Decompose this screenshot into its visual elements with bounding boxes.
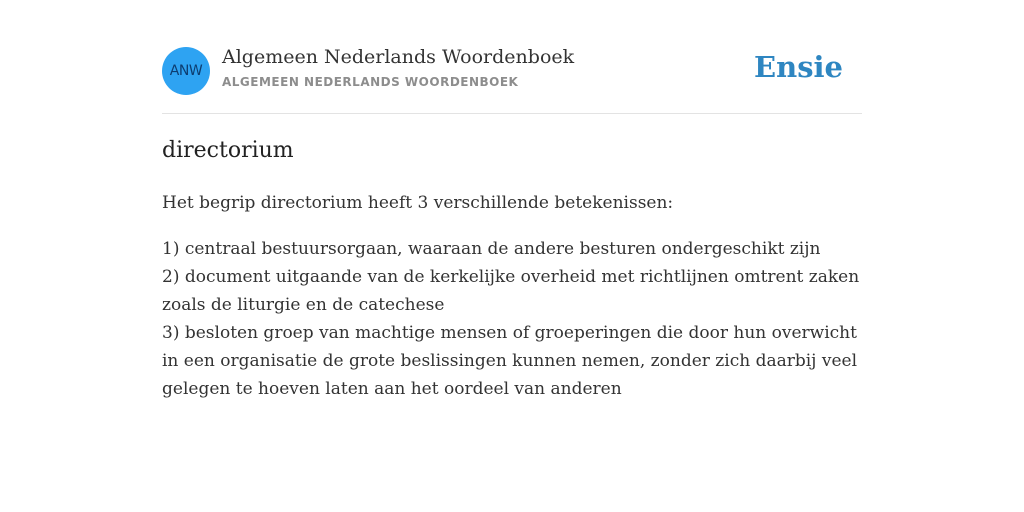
- logo-text: ANW: [169, 63, 203, 79]
- source-header: [162, 44, 862, 114]
- meaning-item: 2) document uitgaande van de kerkelijke overheid met richtlijnen omtrent zaken zoals de liturgie en de catechese: [162, 267, 860, 315]
- meanings-list: [162, 235, 862, 403]
- source-subtitle: ALGEMEEN NEDERLANDS WOORDENBOEK: [222, 75, 519, 89]
- meaning-item: 1) centraal bestuursorgaan, waaraan de andere besturen ondergeschikt zijn: [162, 239, 821, 259]
- entry-intro: Het begrip directorium heeft 3 verschillende betekenissen:: [162, 193, 674, 213]
- ensie-brand-link[interactable]: Ensie: [754, 50, 843, 84]
- anw-logo-icon: [162, 47, 210, 95]
- meaning-item: 3) besloten groep van machtige mensen of groeperingen die door hun overwicht in een organisatie de grote beslissingen kunnen nemen, zonder zich daarbij veel gelegen te hoeven laten aan het oordeel van anderen: [162, 323, 857, 399]
- entry-term: directorium: [162, 138, 294, 163]
- definition-card: [162, 44, 862, 403]
- source-title: Algemeen Nederlands Woordenboek: [222, 46, 575, 68]
